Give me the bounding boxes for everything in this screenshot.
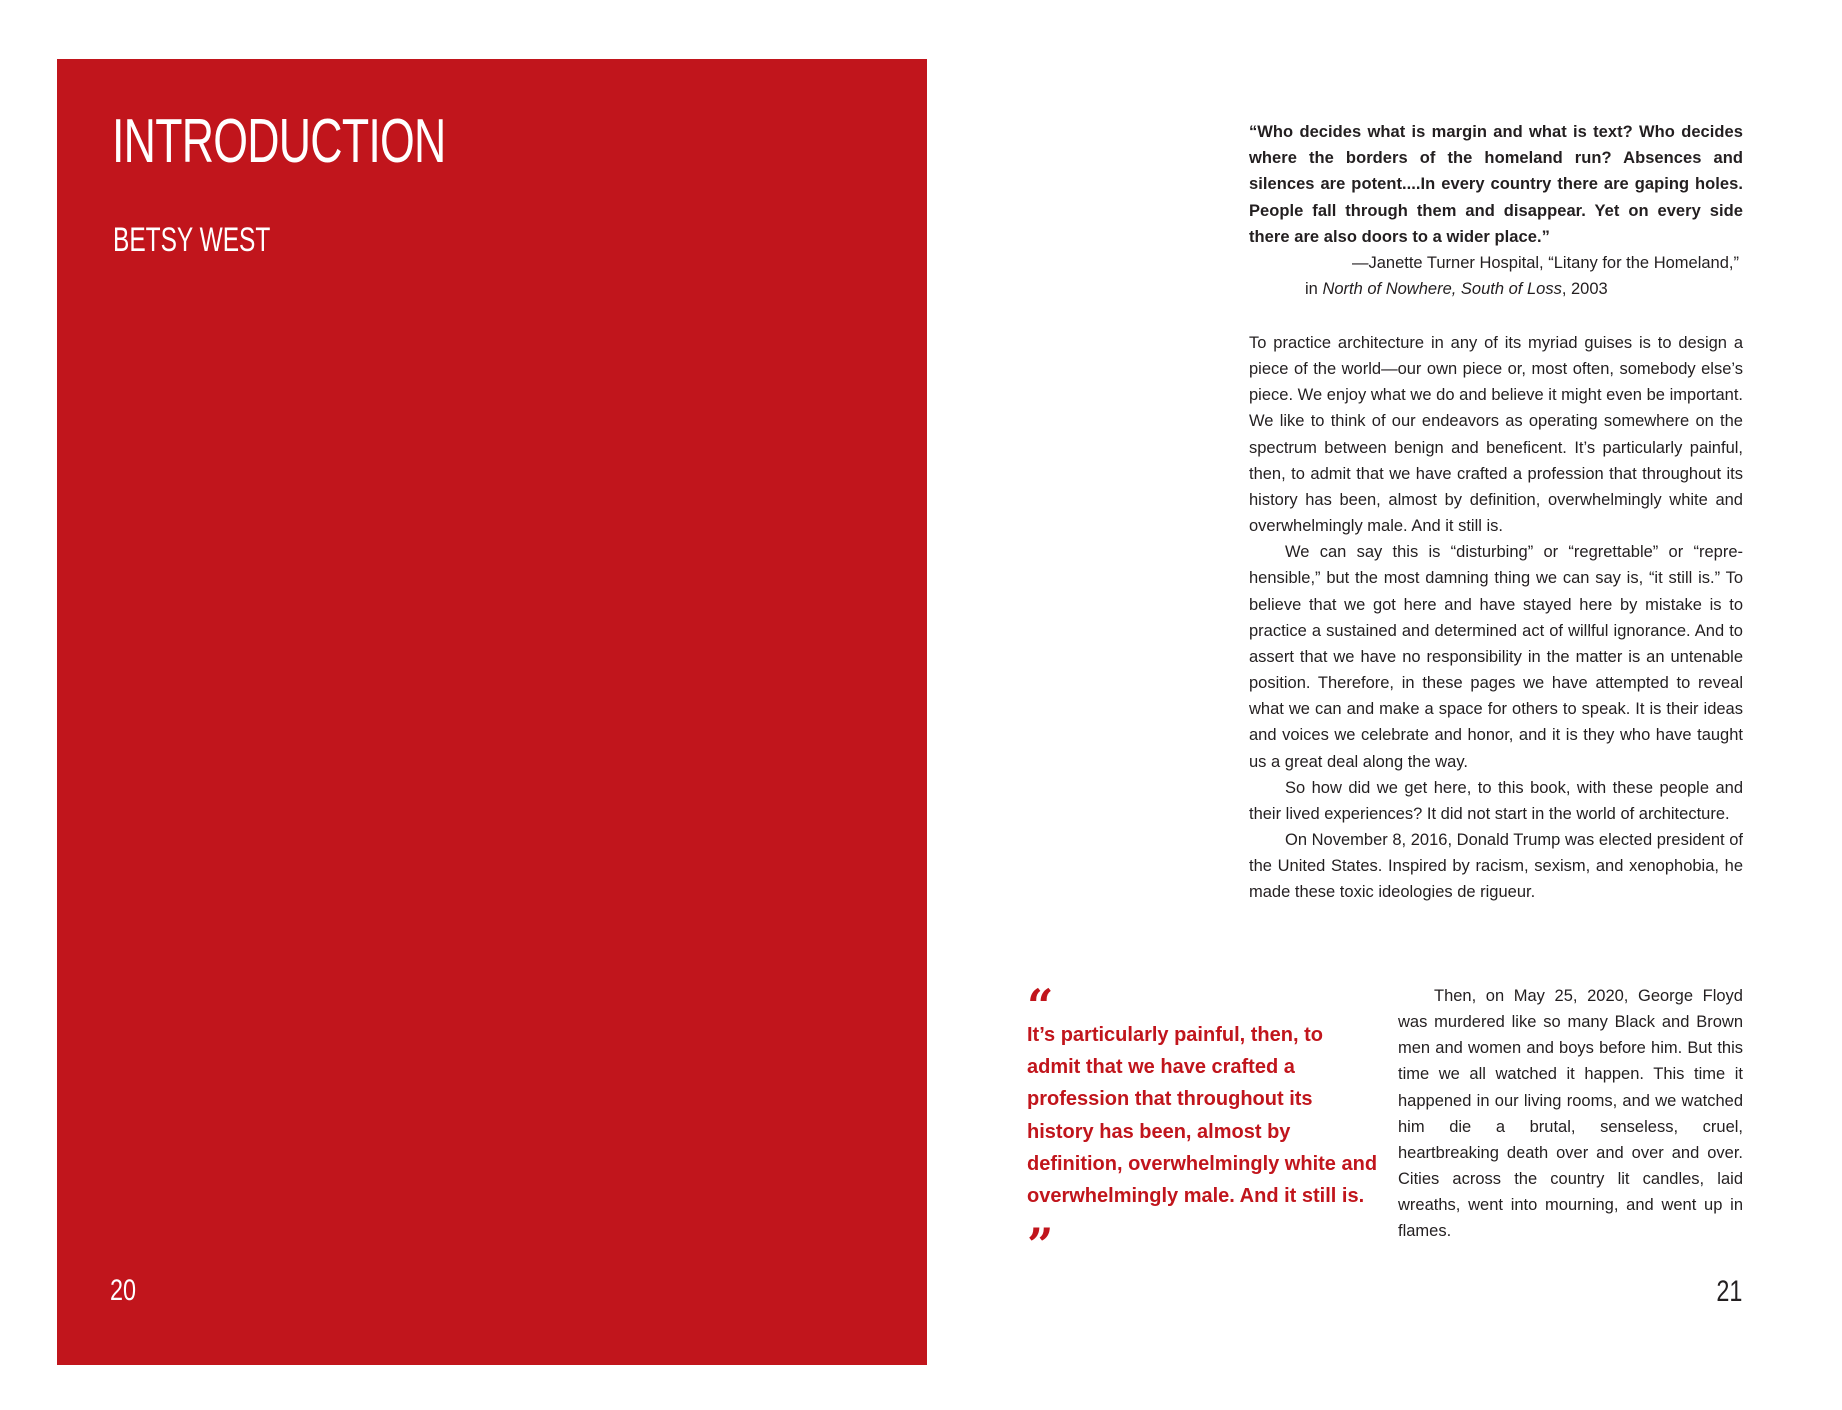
epigraph-source-prefix: in bbox=[1305, 280, 1323, 299]
left-page-panel bbox=[57, 59, 927, 1365]
page-number-left: 20 bbox=[110, 1274, 137, 1307]
body-paragraph: To practice architecture in any of its myriad guises is to design a piece of the world—our own piece or, most often, somebody else’s piece. We enjoy what we do and believe it might even be important. We like to think of our endeavors as operating somewhere on the spectrum between benign and beneficent. It’s particularly painful, then, to admit that we have crafted a profession that throughout its history has been, almost by definition, overwhelmingly white and overwhelmingly male. And it still is. bbox=[1249, 334, 1743, 536]
chapter-author: BETSY WEST bbox=[113, 221, 271, 259]
open-quote-icon: “ bbox=[1027, 979, 1054, 1033]
body-paragraph: So how did we get here, to this book, with these people and their lived experiences? It did not start in the world of architecture. bbox=[1249, 778, 1743, 823]
body-paragraph: Then, on May 25, 2020, George Floyd was murdered like so many Black and Brown men and women and boys before him. But this time we all watched it happen. This time it happened in our living rooms, and we watched him die a brutal, senseless, cruel, heartbreaking death over and over and over. Cities across the country lit candles, laid wreaths, went into mourning, and went up in flames. bbox=[1398, 987, 1743, 1241]
epigraph-attribution: —Janette Turner Hospital, “Litany for the Homeland,” bbox=[1351, 254, 1739, 273]
body-paragraph: On November 8, 2016, Donald Trump was elected president of the United States. Inspired by racism, sexism, and xenophobia, he made these toxic ideologies de rigueur. bbox=[1249, 830, 1743, 902]
body-text-column bbox=[1249, 330, 1743, 905]
pull-quote-text: It’s particularly painful, then, to admit that we have crafted a profession that throughout its history has been, almost by definition, overwhelmingly white and overwhelmingly male. And it still is. bbox=[1027, 1024, 1378, 1208]
epigraph-quote: “Who decides what is margin and what is text? Who decides where the borders of the homeland run? Absences and silences are potent....In every country there are gaping holes. People fall through them and disappear. Yet on every side there are also doors to a wider place.” bbox=[1249, 123, 1743, 246]
page-number-right: 21 bbox=[1715, 1275, 1742, 1308]
epigraph-source bbox=[1249, 276, 1743, 302]
epigraph-source-year: , 2003 bbox=[1561, 280, 1608, 299]
chapter-title: INTRODUCTION bbox=[112, 107, 446, 176]
epigraph bbox=[1249, 119, 1743, 302]
epigraph-source-work: North of Nowhere, South of Loss bbox=[1322, 280, 1562, 299]
body-text-lower-column bbox=[1398, 983, 1743, 1245]
close-quote-icon: ” bbox=[1027, 1218, 1054, 1273]
body-paragraph: We can say this is “disturbing” or “regrettable” or “reprehensible,” but the most damning thing we can say is, “it still is.” To believe that we got here and have stayed here by mistake is to practice a sustained and determined act of willful ignorance. And to assert that we have no responsibility in the matter is an untenable position. Therefore, in these pages we have attempted to reveal what we can and make a space for others to speak. It is their ideas and voices we celebrate and honor, and it is they who have taught us a great deal along the way. bbox=[1249, 543, 1743, 771]
pull-quote bbox=[1027, 979, 1379, 1273]
